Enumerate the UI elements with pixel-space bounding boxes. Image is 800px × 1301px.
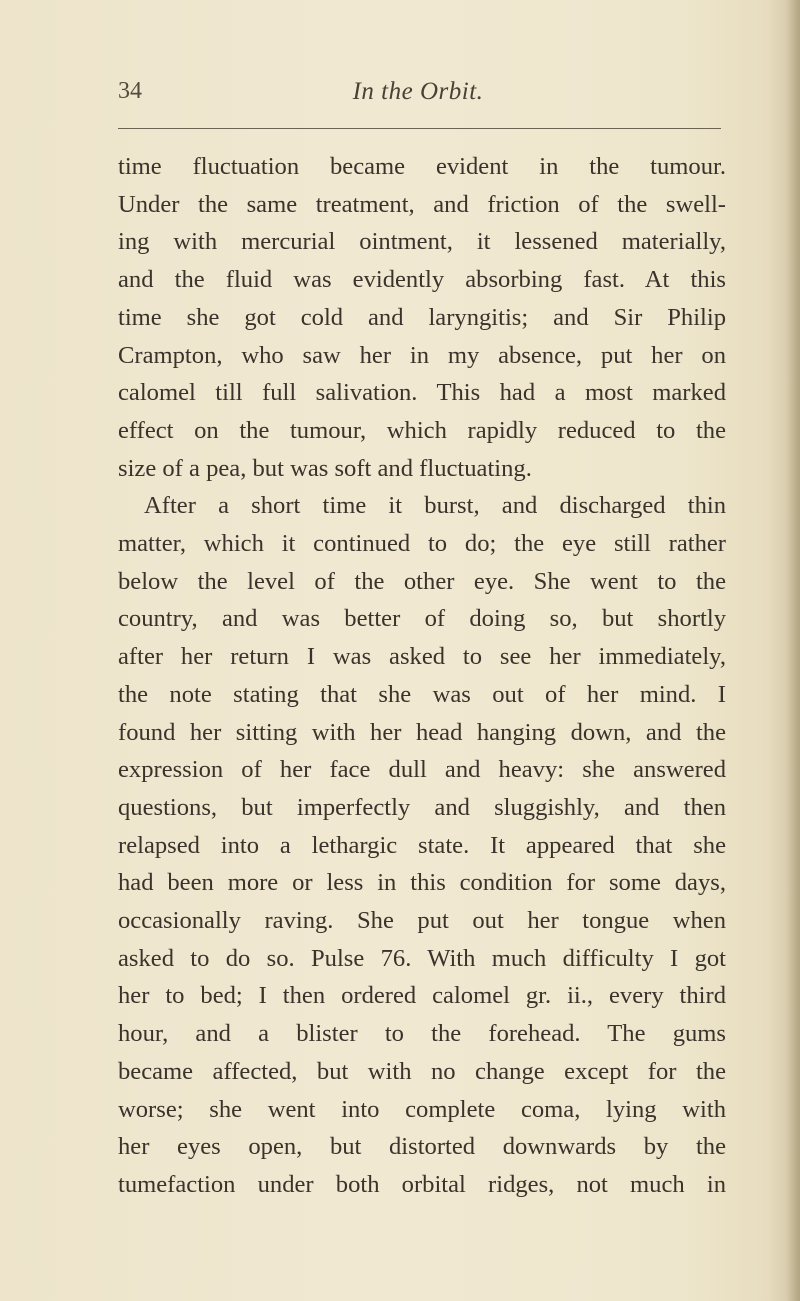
text-line: her eyes open, but distorted downwards by the bbox=[118, 1133, 726, 1161]
text-line: found her sitting with her head hanging down, and the bbox=[118, 718, 726, 746]
text-line: effect on the tumour, which rapidly reduced to the bbox=[118, 416, 726, 444]
text-line: Under the same treatment, and friction of the swell- bbox=[118, 190, 726, 218]
text-line: relapsed into a lethargic state. It appeared that she bbox=[118, 831, 726, 859]
text-line: became affected, but with no change except for the bbox=[118, 1057, 726, 1085]
text-line: her to bed; I then ordered calomel gr. ii., every third bbox=[118, 982, 726, 1010]
text-line: the note stating that she was out of her mind. I bbox=[118, 680, 726, 708]
text-line: questions, but imperfectly and sluggishly, and then bbox=[118, 793, 726, 821]
text-line: and the fluid was evidently absorbing fast. At this bbox=[118, 266, 726, 294]
text-line: occasionally raving. She put out her tongue when bbox=[118, 907, 726, 935]
header-rule bbox=[118, 128, 721, 129]
text-line: time she got cold and laryngitis; and Sir Philip bbox=[118, 303, 726, 331]
text-line: had been more or less in this condition for some days, bbox=[118, 869, 726, 897]
text-line: After a short time it burst, and discharged thin bbox=[144, 492, 726, 520]
text-line: Crampton, who saw her in my absence, put her on bbox=[118, 341, 726, 369]
text-line: after her return I was asked to see her immediately, bbox=[118, 643, 726, 671]
body-text bbox=[118, 148, 726, 1204]
text-line: hour, and a blister to the forehead. The gums bbox=[118, 1020, 726, 1048]
text-line: time fluctuation became evident in the tumour. bbox=[118, 153, 726, 180]
text-line: tumefaction under both orbital ridges, not much in bbox=[118, 1170, 726, 1198]
page-header bbox=[118, 78, 718, 118]
text-line: matter, which it continued to do; the eye still rather bbox=[118, 530, 726, 558]
text-line: worse; she went into complete coma, lying with bbox=[118, 1095, 726, 1123]
text-line: expression of her face dull and heavy: she answered bbox=[118, 756, 726, 784]
text-line: size of a pea, but was soft and fluctuating. bbox=[118, 454, 532, 482]
text-line: asked to do so. Pulse 76. With much difficulty I got bbox=[118, 944, 726, 972]
page-number: 34 bbox=[118, 78, 142, 104]
page-edge-shadow bbox=[786, 0, 800, 1301]
text-line: calomel till full salivation. This had a most marked bbox=[118, 379, 726, 407]
text-line: country, and was better of doing so, but shortly bbox=[118, 605, 726, 633]
text-line: ing with mercurial ointment, it lessened materially, bbox=[118, 228, 726, 256]
running-head: In the Orbit. bbox=[352, 78, 484, 105]
text-line: below the level of the other eye. She went to the bbox=[118, 567, 726, 595]
